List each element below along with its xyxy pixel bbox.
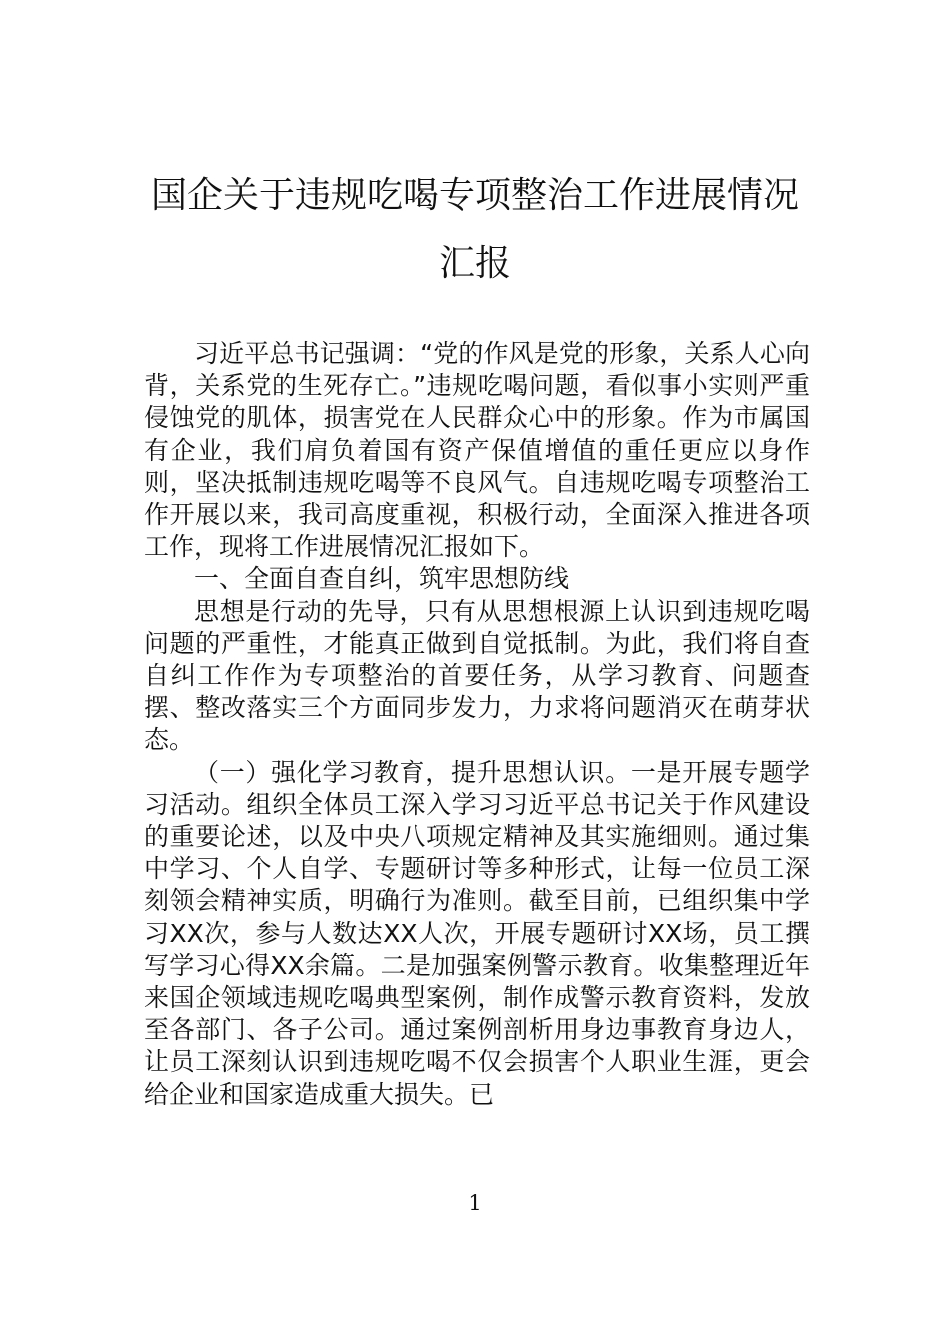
paragraph-subsection-1: （一）强化学习教育，提升思想认识。一是开展专题学习活动。组织全体员工深入学习习近平总书记关于作风建设的重要论述，以及中央八项规定精神及其实施细则。通过集中学习、个人自学、专题研讨等多种形式，让每一位员工深刻领会精神实质，明确行为准则。截至目前，已组织集中学习XX次，参与人数达XX人次，开展专题研讨XX场，员工撰写学习心得XX余篇。二是加强案例警示教育。收集整理近年来国企领域违规吃喝典型案例，制作成警示教育资料，发放至各部门、各子公司。通过案例剖析用身边事教育身边人，让员工深刻认识到违规吃喝不仅会损害个人职业生涯，更会给企业和国家造成重大损失。已 — [144, 757, 810, 1109]
document-title-line-2: 汇报 — [438, 243, 511, 284]
document-body — [144, 338, 810, 1111]
paragraph-intro: 习近平总书记强调：“党的作风是党的形象，关系人心向背，关系党的生死存亡。”违规吃喝问题，看似事小实则严重侵蚀党的肌体，损害党在人民群众心中的形象。作为市属国有企业，我们肩负着国有资产保值增值的重任更应以身作则，坚决抵制违规吃喝等不良风气。自违规吃喝专项整治工作开展以来，我司高度重视，积极行动，全面深入推进各项工作，现将工作进展情况汇报如下。 — [144, 339, 810, 562]
section-heading-1: 一、全面自查自纠，筑牢思想防线 — [194, 564, 570, 594]
paragraph-section-1: 思想是行动的先导，只有从思想根源上认识到违规吃喝问题的严重性，才能真正做到自觉抵制。为此，我们将自查自纠工作作为专项整治的首要任务，从学习教育、问题查摆、整改落实三个方面同步发力，力求将问题消灭在萌芽状态。 — [144, 596, 810, 755]
document-title-line-1: 国企关于违规吃喝专项整治工作进展情况 — [150, 175, 799, 216]
page-number: 1 — [468, 1191, 482, 1215]
